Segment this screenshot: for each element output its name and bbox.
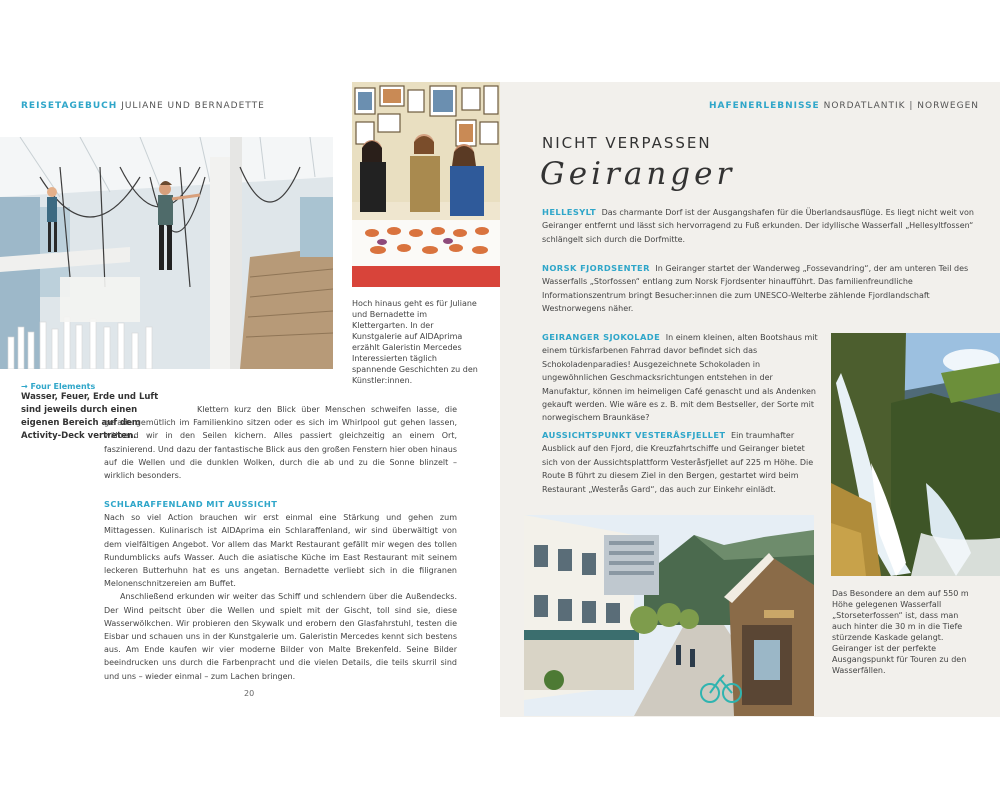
geiranger-title: Geiranger	[540, 156, 736, 192]
page-number: 20	[244, 689, 255, 698]
entry-text: Das charmante Dorf ist der Ausgangshafen für die Überlandsausflüge. Es liegt nicht weit von Geiranger entfernt und lässt sich hervorragend zu Fuß erkunden. Der idyllische Wasserfall „Hellesyltfossen“ schlängelt sich durch die Dorfmitte.	[542, 208, 974, 244]
entry-aussichtspunkt	[542, 429, 820, 496]
entry-geiranger-sjokolade	[542, 331, 820, 425]
gallery-caption: Hoch hinaus geht es für Juliane und Bernadette im Klettergarten. In der Kunstgalerie auf AIDAprima erzählt Galeristin Mercedes Interessierten täglich spannende Geschichten zu den Künstler:innen.	[352, 299, 478, 385]
entry-heading: AUSSICHTSPUNKT VESTERÅSFJELLET	[542, 430, 726, 440]
entry-text: In einem kleinen, alten Bootshaus mit einem türkisfarbenen Fahrrad davor befindet sich das Schokoladenparadies! Ausgezeichnete Schokoladen in ungewöhnlichen Geschmacksrichtungen entstehen in der Manufaktur, können im heimeligen Café genascht und als Andenken gekauft werden. Wie wäre es z. B. mit dem Bestseller, der Sorte mit norwegischem Braunkäse?	[542, 333, 818, 423]
left-header-accent: REISETAGEBUCH	[21, 101, 118, 111]
entry-norsk-fjordsenter	[542, 262, 982, 316]
left-header-rest: JULIANE UND BERNADETTE	[121, 101, 265, 111]
right-header-accent: HAFENERLEBNISSE	[708, 101, 820, 111]
kicker-heading: NICHT VERPASSEN	[542, 134, 712, 152]
callout-text: Wasser, Feuer, Erde und Luft sind jeweils durch einen eigenen Bereich auf dem Activity-Deck vertreten.	[21, 392, 159, 441]
section-heading: SCHLARAFFENLAND MIT AUSSICHT	[104, 499, 278, 509]
section-paragraph-2: Anschließend erkunden wir weiter das Schiff und schlendern über die Außendecks. Der Wind peitscht über die Wellen und spielt mit der Gischt, toll sind sie, diese Wasserwölkchen. Wir probieren den Skywalk und erobern den Glasfahrstuhl, testen die Eisbar und schauen uns in der Kunstgalerie um. Galeristin Mercedes kennt sich bestens aus. Am Ende kaufen wir vier moderne Bilder von Malte Brekenfeld. Seine Bilder beeindrucken uns durch die Farbenpracht und die vielen Details, die teils skurril sind und uns – wieder einmal – zum Lachen bringen.	[104, 592, 457, 681]
entry-hellesylt	[542, 206, 982, 246]
entry-heading: GEIRANGER SJOKOLADE	[542, 332, 661, 342]
entry-text: Ein traumhafter Ausblick auf den Fjord, die Kreuzfahrtschiffe und Geiranger bietet sich von der Aussichtsplattform Vesteråsfjellet auf 225 m Höhe. Die Route B führt zu diesem Ziel in den Bergen, gestartet wird beim Restaurant „Westerås Gard“, das auch zur Einkehr einlädt.	[542, 431, 814, 494]
right-running-header	[709, 101, 979, 111]
entry-heading: HELLESYLT	[542, 207, 597, 217]
art-gallery-photo	[352, 82, 500, 287]
callout-label: → Four Elements	[21, 382, 96, 391]
entry-text: In Geiranger startet der Wanderweg „Fossevandring“, der am unteren Teil des Wasserfalls „Storfossen“ entlang zum Norsk Fjordsenter hinaufführt. Das familienfreundliche Informationszentrum bringt Besucher:innen die zum UNESCO-Welterbe zählende Fjordlandschaft Westnorwegens näher.	[542, 264, 969, 314]
entry-heading: NORSK FJORDSENTER	[542, 263, 650, 273]
waterfall-photo	[831, 333, 1000, 576]
intro-paragraph: Klettern kurz den Blick über Menschen schweifen lasse, die gerade gemütlich im Familienkino sitzen oder es sich im Whirlpool gut gehen lassen, während wir in den Seilen kichern. Alles passiert gleichzeitig an einem Ort, faszinierend. Und dazu der fantastische Blick aus den großen Fenstern hier oben hinaus auf die Wellen und die dunklen Wolken, durch die ab und zu die Sonne blinzelt – wirklich besonders.	[104, 405, 457, 481]
waterfall-caption: Das Besondere an dem auf 550 m Höhe gelegenen Wasserfall „Storseterfossen“ ist, dass man auch hinter die 30 m in die Tiefe stürzende Kaskade gelangt. Geiranger ist der perfekte Ausgangspunkt für Touren zu den Wasserfällen.	[832, 589, 969, 675]
section-paragraph-1: Nach so viel Action brauchen wir erst einmal eine Stärkung und gehen zum Mittagessen. Kulinarisch ist AIDAprima ein Schlaraffenland, wir sind überwältigt von dem vielfältigen Angebot. Vor allem das Markt Restaurant gefällt mir wegen des tollen Rundumblicks aufs Wasser. Auch die asiatische Küche im East Restaurant mit seinem leckeren Butterhuhn hat es uns angetan. Bernadette verliebt sich in die filigranen Melonenschnitzereien am Buffet.	[104, 513, 457, 589]
climbing-garden-photo	[0, 137, 333, 369]
schlaraffenland-section	[104, 498, 457, 683]
geiranger-village-photo	[524, 515, 814, 716]
right-header-rest: NORDATLANTIK | NORWEGEN	[823, 101, 979, 111]
left-running-header	[21, 101, 265, 111]
